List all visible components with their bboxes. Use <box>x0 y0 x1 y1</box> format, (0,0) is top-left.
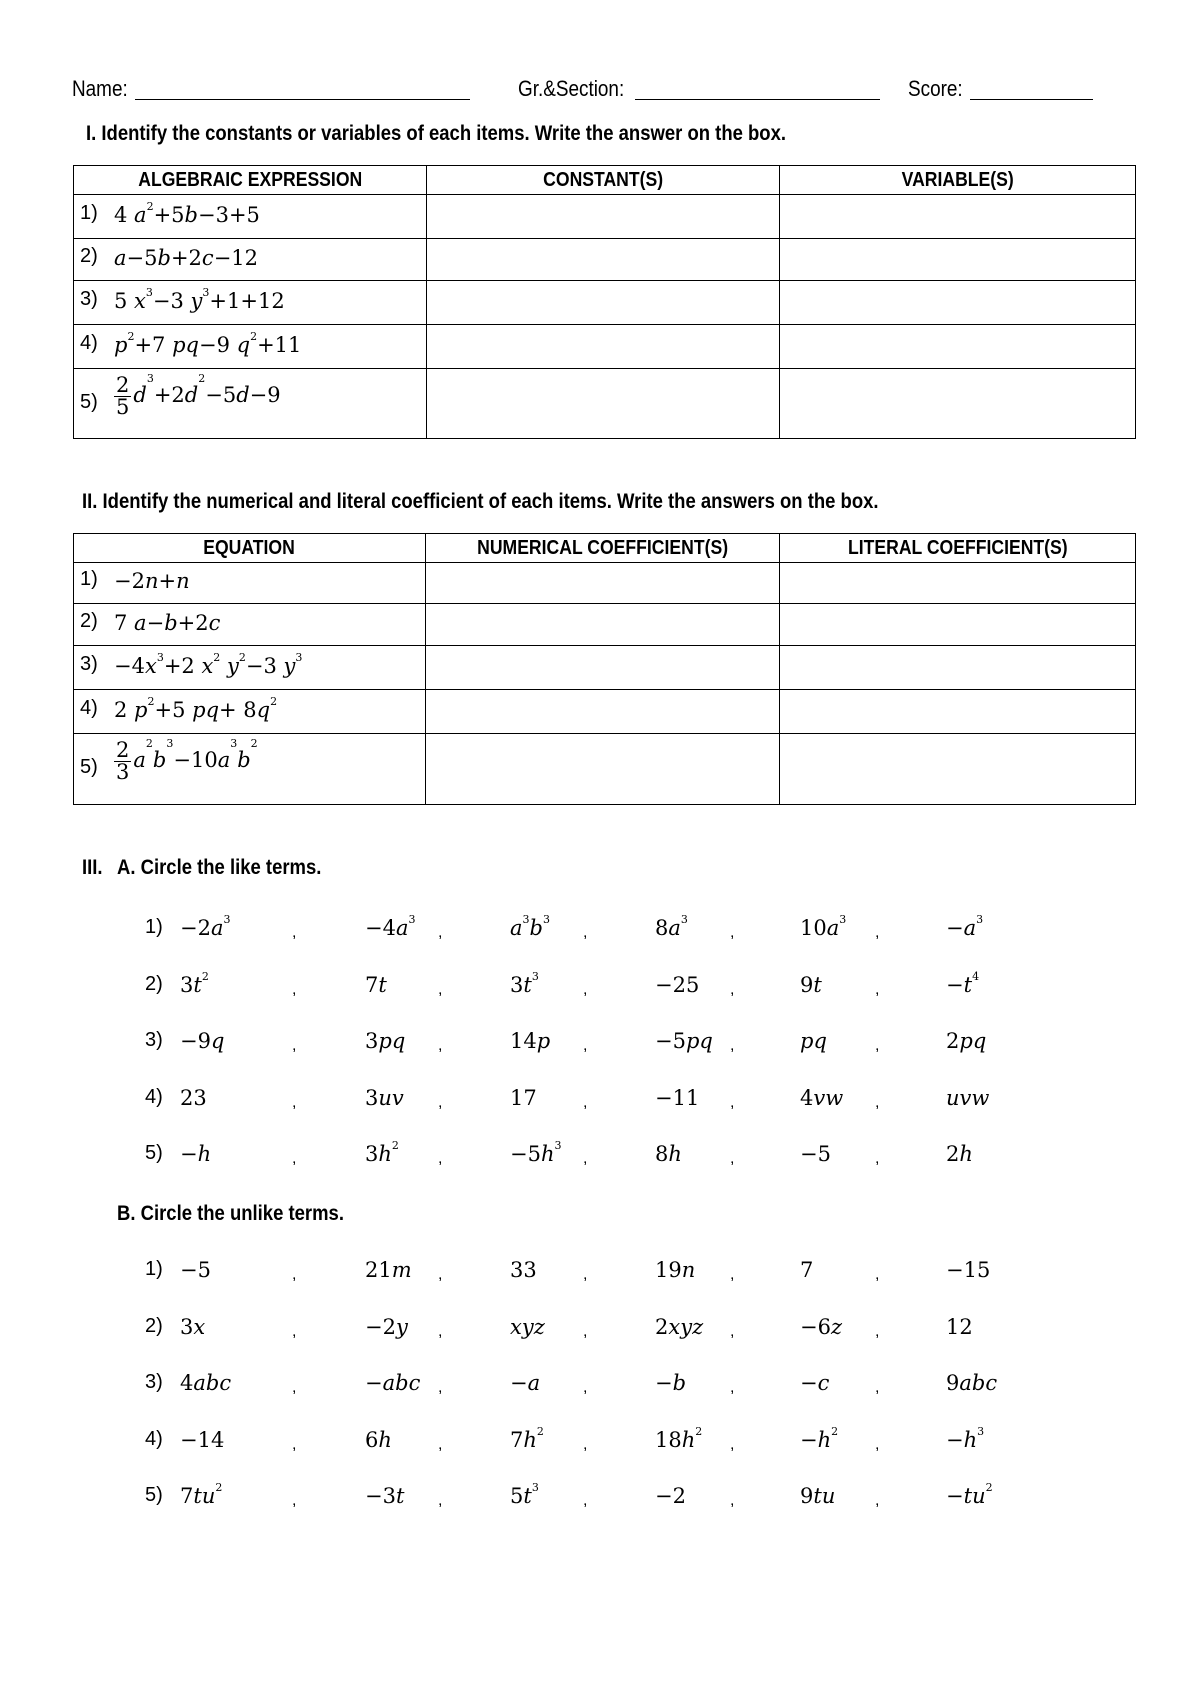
separator-comma: , <box>292 924 297 941</box>
part1-col-variables: VARIABLE(S) <box>780 166 1136 195</box>
term-row <box>0 1254 1200 1294</box>
separator-comma: , <box>438 1322 443 1340</box>
row-number: 1) <box>80 202 98 224</box>
constant-answer-box[interactable] <box>427 195 780 239</box>
numerical-answer-box[interactable] <box>426 734 780 805</box>
term[interactable]: $3h^2$ <box>365 1139 399 1166</box>
row-number: 3) <box>80 288 98 310</box>
separator-comma: , <box>730 1266 735 1283</box>
separator-comma: , <box>438 1037 443 1054</box>
term[interactable]: $8a^3$ <box>655 913 688 940</box>
term[interactable]: $a^3b^3$ <box>510 913 550 940</box>
term-row <box>0 1138 1200 1178</box>
term[interactable]: 2pq <box>946 1029 987 1053</box>
term-row <box>0 1424 1200 1464</box>
term[interactable]: 8h <box>655 1142 682 1166</box>
separator-comma: , <box>292 980 297 998</box>
term[interactable]: −25 <box>655 972 700 997</box>
term[interactable]: −2 <box>655 1484 686 1508</box>
part3b-title: B. Circle the unlike terms. <box>117 1202 344 1225</box>
part2-table <box>73 533 1136 805</box>
row-number: 1) <box>145 916 163 938</box>
part3-label: III. <box>82 856 103 879</box>
separator-comma: , <box>292 1037 297 1054</box>
term[interactable]: −h <box>180 1142 212 1166</box>
term[interactable]: 9tu <box>800 1484 836 1508</box>
row-number: 2) <box>145 972 163 995</box>
numerical-answer-box[interactable] <box>426 646 780 690</box>
term[interactable]: 2xyz <box>655 1314 704 1339</box>
separator-comma: , <box>292 1150 297 1167</box>
separator-comma: , <box>875 1093 880 1111</box>
separator-comma: , <box>438 1492 443 1509</box>
separator-comma: , <box>875 1322 880 1340</box>
term[interactable]: −a <box>510 1371 541 1395</box>
term[interactable]: −b <box>655 1371 687 1395</box>
term[interactable]: xyz <box>510 1314 545 1339</box>
table-row <box>74 604 1136 646</box>
expression-text: $\frac{2}{5}$ $d^3+2d^2-5d-9$ <box>116 372 281 419</box>
separator-comma: , <box>730 1093 735 1111</box>
term[interactable]: $10a^3$ <box>800 913 847 940</box>
term[interactable]: −5pq <box>655 1029 713 1053</box>
term-row <box>0 1311 1200 1351</box>
term[interactable]: −15 <box>946 1258 991 1282</box>
term-row <box>0 1480 1200 1520</box>
separator-comma: , <box>583 1266 588 1283</box>
separator-comma: , <box>730 1150 735 1167</box>
section-field[interactable] <box>635 99 880 100</box>
table-row <box>74 195 1136 239</box>
separator-comma: , <box>583 1492 588 1509</box>
term[interactable]: 2h <box>946 1142 973 1166</box>
term-row <box>0 1082 1200 1122</box>
expression-text: 4 $a^2+5b-3+5$ <box>114 200 260 227</box>
separator-comma: , <box>438 1266 443 1283</box>
row-number: 4) <box>145 1085 163 1108</box>
term[interactable]: −c <box>800 1371 830 1395</box>
term[interactable]: $-t^4$ <box>946 969 980 997</box>
term[interactable]: $-4a^3$ <box>365 913 416 940</box>
term[interactable]: 3x <box>180 1314 206 1339</box>
equation-text: 2 $p^2+5$ $pq+ 8q^2$ <box>114 695 278 722</box>
separator-comma: , <box>875 1266 880 1283</box>
row-number: 4) <box>80 332 98 354</box>
table-row <box>74 734 1136 805</box>
table-row <box>74 690 1136 734</box>
separator-comma: , <box>583 924 588 941</box>
table-row <box>74 646 1136 690</box>
term[interactable]: $-h^3$ <box>946 1424 985 1452</box>
separator-comma: , <box>292 1093 297 1111</box>
constant-answer-box[interactable] <box>427 281 780 325</box>
term[interactable]: 7t <box>365 972 387 997</box>
term-row <box>0 969 1200 1009</box>
term[interactable]: $-h^2$ <box>800 1424 839 1452</box>
separator-comma: , <box>583 1322 588 1340</box>
separator-comma: , <box>730 924 735 941</box>
expression-text: $p^2+7$ pq−9 $q^2+11$ <box>114 330 302 357</box>
separator-comma: , <box>875 1150 880 1167</box>
row-number: 2) <box>80 610 98 632</box>
term[interactable]: −5 <box>180 1258 211 1282</box>
table-row <box>74 239 1136 281</box>
constant-answer-box[interactable] <box>427 325 780 369</box>
separator-comma: , <box>292 1492 297 1509</box>
expression-cell <box>74 325 427 369</box>
term[interactable]: $-a^3$ <box>946 913 984 940</box>
numerical-answer-box[interactable] <box>426 690 780 734</box>
expression-cell <box>74 239 427 281</box>
variable-answer-box[interactable] <box>780 281 1136 325</box>
literal-answer-box[interactable] <box>780 604 1136 646</box>
table-row <box>74 325 1136 369</box>
separator-comma: , <box>583 1037 588 1054</box>
variable-answer-box[interactable] <box>780 325 1136 369</box>
term[interactable]: 23 <box>180 1085 207 1110</box>
separator-comma: , <box>438 1150 443 1167</box>
term[interactable]: $-tu^2$ <box>946 1481 993 1508</box>
term[interactable]: $18h^2$ <box>655 1424 703 1452</box>
term[interactable]: −2y <box>365 1314 408 1339</box>
part2-col-numerical: NUMERICAL COEFFICIENT(S) <box>426 534 780 563</box>
separator-comma: , <box>875 1435 880 1453</box>
separator-comma: , <box>730 1322 735 1340</box>
literal-answer-box[interactable] <box>780 734 1136 805</box>
equation-text: $\frac{2}{3}$ $a^2b^3-10a^3b^2$ <box>116 737 258 784</box>
expression-text: 5 $x^3-3$ $y^3+1+12$ <box>114 286 285 313</box>
separator-comma: , <box>730 1037 735 1054</box>
term-row <box>0 912 1200 952</box>
separator-comma: , <box>438 1379 443 1396</box>
part1-col-constants: CONSTANT(S) <box>427 166 780 195</box>
expression-text: a−5b+2c−12 <box>114 246 259 270</box>
row-number: 3) <box>145 1371 163 1393</box>
table-row <box>74 563 1136 604</box>
row-number: 5) <box>145 1484 163 1506</box>
term[interactable]: 7 <box>800 1258 814 1282</box>
term[interactable]: −5 <box>800 1142 831 1166</box>
score-label: Score: <box>908 76 963 101</box>
term[interactable]: −6z <box>800 1314 843 1339</box>
row-number: 2) <box>80 245 98 267</box>
separator-comma: , <box>583 1093 588 1111</box>
literal-answer-box[interactable] <box>780 690 1136 734</box>
term[interactable]: $7h^2$ <box>510 1424 544 1452</box>
separator-comma: , <box>438 924 443 941</box>
equation-cell <box>74 734 426 805</box>
row-number: 1) <box>145 1258 163 1280</box>
separator-comma: , <box>730 1492 735 1509</box>
table-row <box>74 281 1136 325</box>
term[interactable]: −11 <box>655 1085 700 1110</box>
score-field[interactable] <box>970 99 1093 100</box>
term[interactable]: −14 <box>180 1427 225 1452</box>
equation-text: 7 a−b+2c <box>114 611 221 635</box>
part1-col-expression: ALGEBRAIC EXPRESSION <box>74 166 427 195</box>
separator-comma: , <box>438 980 443 998</box>
equation-text: $-4x^3+2$ $x^2$ $y^2-3$ $y^3$ <box>114 651 303 678</box>
separator-comma: , <box>875 1379 880 1396</box>
term[interactable]: 14p <box>510 1029 551 1053</box>
separator-comma: , <box>875 924 880 941</box>
literal-answer-box[interactable] <box>780 646 1136 690</box>
separator-comma: , <box>583 1150 588 1167</box>
separator-comma: , <box>292 1379 297 1396</box>
row-number: 1) <box>80 568 98 590</box>
term[interactable]: 3uv <box>365 1085 404 1110</box>
term[interactable]: $7tu^2$ <box>180 1481 223 1508</box>
part2-col-literal: LITERAL COEFFICIENT(S) <box>780 534 1136 563</box>
part1-title: I. Identify the constants or variables of each items. Write the answer on the box. <box>86 122 787 145</box>
part1-table <box>73 165 1136 439</box>
separator-comma: , <box>875 1492 880 1509</box>
variable-answer-box[interactable] <box>780 195 1136 239</box>
term[interactable]: 17 <box>510 1085 537 1110</box>
term[interactable]: $-2a^3$ <box>180 913 231 940</box>
part3a-title: A. Circle the like terms. <box>117 856 322 879</box>
term[interactable]: 6h <box>365 1427 392 1452</box>
variable-answer-box[interactable] <box>780 369 1136 439</box>
numerical-answer-box[interactable] <box>426 604 780 646</box>
separator-comma: , <box>583 1379 588 1396</box>
term[interactable]: $5t^3$ <box>510 1481 539 1508</box>
term[interactable]: 3pq <box>365 1029 406 1053</box>
constant-answer-box[interactable] <box>427 239 780 281</box>
expression-cell <box>74 369 427 439</box>
numerical-answer-box[interactable] <box>426 563 780 604</box>
separator-comma: , <box>292 1435 297 1453</box>
table-row <box>74 369 1136 439</box>
term[interactable]: 4vw <box>800 1085 844 1110</box>
expression-cell <box>74 195 427 239</box>
separator-comma: , <box>292 1322 297 1340</box>
row-number: 2) <box>145 1314 163 1337</box>
term[interactable]: 9t <box>800 972 822 997</box>
separator-comma: , <box>730 1379 735 1396</box>
equation-cell <box>74 690 426 734</box>
row-number: 3) <box>80 653 98 675</box>
part2-title: II. Identify the numerical and literal coefficient of each items. Write the answers on the box. <box>82 490 879 513</box>
separator-comma: , <box>730 1435 735 1453</box>
expression-cell <box>74 281 427 325</box>
term[interactable]: −3t <box>365 1484 405 1508</box>
name-field[interactable] <box>135 99 470 100</box>
separator-comma: , <box>438 1093 443 1111</box>
term[interactable]: $-5h^3$ <box>510 1139 562 1166</box>
separator-comma: , <box>583 1435 588 1453</box>
term[interactable]: $3t^3$ <box>510 969 539 997</box>
part2-col-equation: EQUATION <box>74 534 426 563</box>
term[interactable]: 19n <box>655 1258 696 1282</box>
literal-answer-box[interactable] <box>780 563 1136 604</box>
term[interactable]: 21m <box>365 1258 412 1282</box>
separator-comma: , <box>292 1266 297 1283</box>
row-number: 5) <box>145 1142 163 1164</box>
row-number: 4) <box>80 697 98 719</box>
section-label: Gr.&Section: <box>518 76 625 101</box>
equation-text: −2n+n <box>114 569 190 593</box>
term[interactable]: −9q <box>180 1029 225 1053</box>
separator-comma: , <box>438 1435 443 1453</box>
term[interactable]: 4abc <box>180 1371 232 1395</box>
row-number: 4) <box>145 1427 163 1450</box>
term[interactable]: pq <box>800 1029 827 1053</box>
equation-cell <box>74 563 426 604</box>
term[interactable]: $3t^2$ <box>180 969 209 997</box>
separator-comma: , <box>875 1037 880 1054</box>
name-label: Name: <box>72 76 128 101</box>
variable-answer-box[interactable] <box>780 239 1136 281</box>
term[interactable]: 9abc <box>946 1371 998 1395</box>
separator-comma: , <box>875 980 880 998</box>
term-row <box>0 1367 1200 1407</box>
row-number: 5) <box>80 756 98 778</box>
constant-answer-box[interactable] <box>427 369 780 439</box>
equation-cell <box>74 604 426 646</box>
term-row <box>0 1025 1200 1065</box>
separator-comma: , <box>583 980 588 998</box>
term[interactable]: −abc <box>365 1371 421 1395</box>
term[interactable]: uvw <box>946 1085 990 1110</box>
row-number: 3) <box>145 1029 163 1051</box>
separator-comma: , <box>730 980 735 998</box>
row-number: 5) <box>80 391 98 413</box>
term[interactable]: 33 <box>510 1258 537 1282</box>
equation-cell <box>74 646 426 690</box>
term[interactable]: 12 <box>946 1314 973 1339</box>
